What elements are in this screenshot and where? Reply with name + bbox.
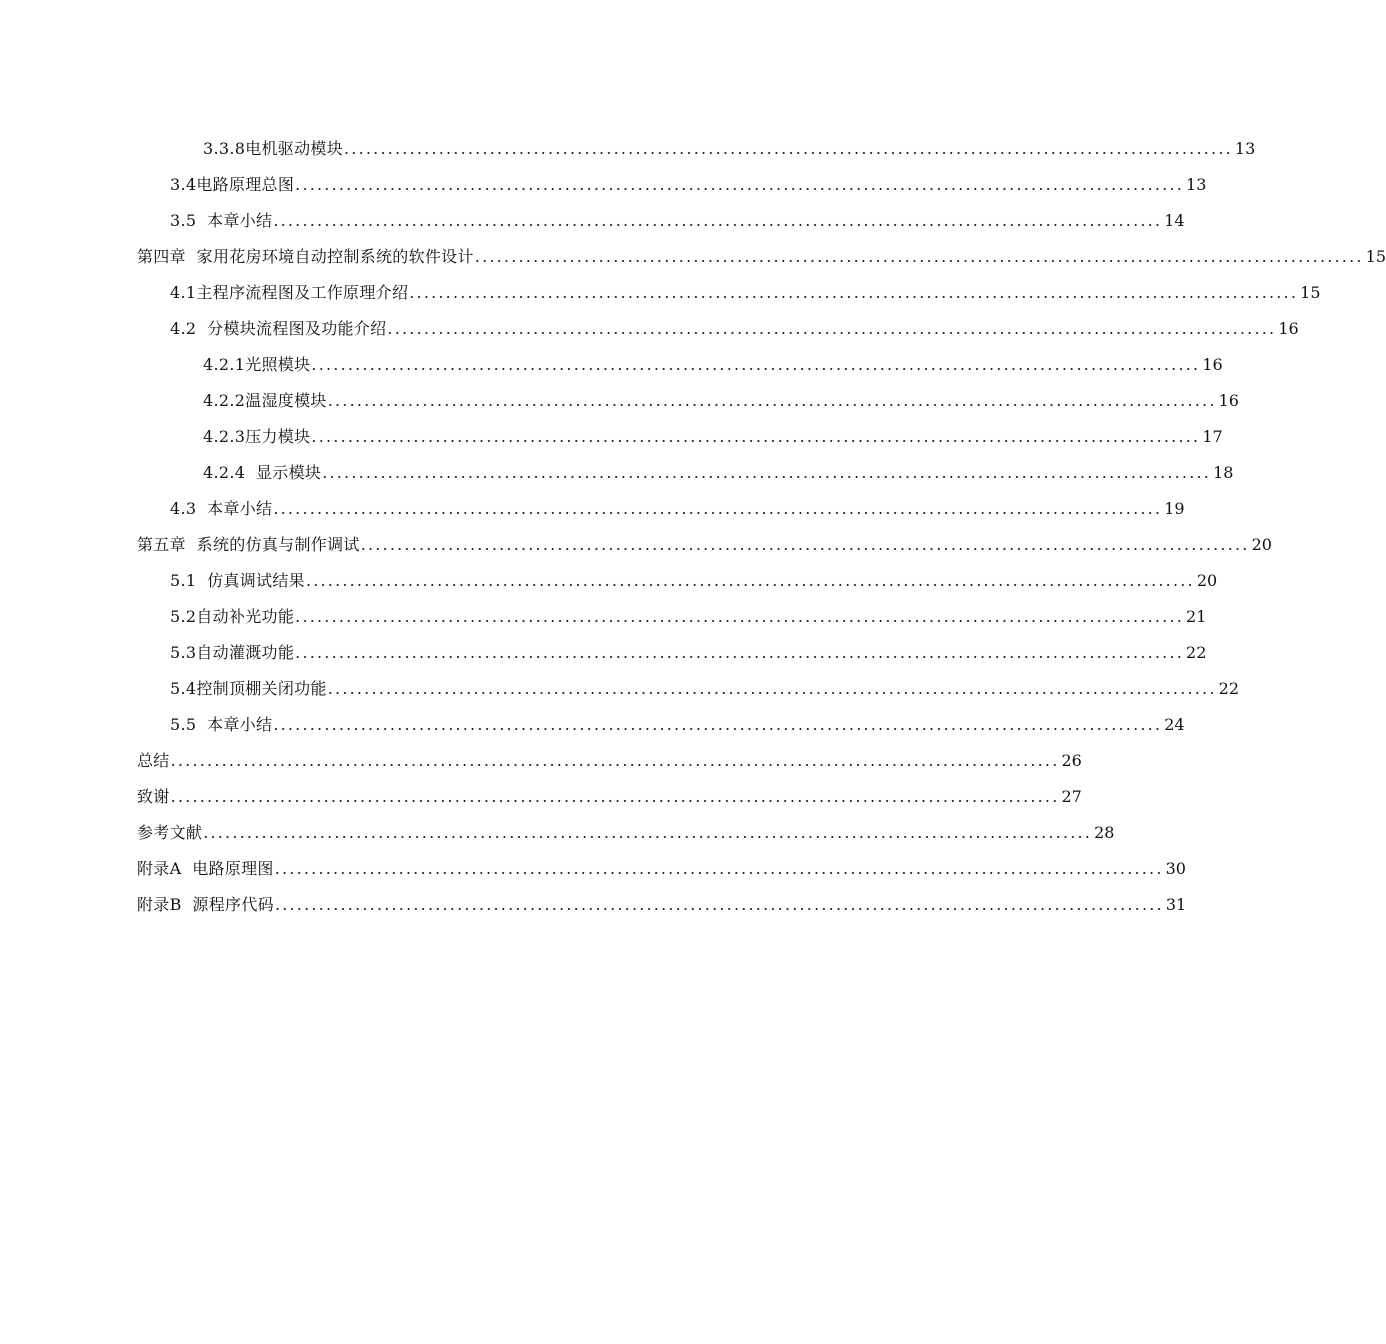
toc-entry[interactable] [203,383,1239,419]
dot-leader: .......................................................................................................................... [273,211,1163,230]
toc-entry-page: 13 [1186,175,1207,194]
toc-entry-page: 22 [1218,679,1239,698]
toc-entry-title: 总结 [137,751,170,770]
toc-entry-page: 15 [1365,247,1386,266]
toc-entry-page: 16 [1218,391,1239,410]
dot-leader: .......................................................................................................................... [170,787,1060,806]
toc-entry[interactable] [170,563,1218,599]
toc-entry-title: 附录A 电路原理图 [137,859,274,878]
toc-entry-title: 第五章 系统的仿真与制作调试 [137,535,360,554]
toc-entry-title: 4.1主程序流程图及工作原理介绍 [170,283,409,302]
dot-leader: .......................................................................................................................... [474,247,1364,266]
toc-entry-title: 4.2.3压力模块 [203,427,311,446]
toc-entry[interactable] [170,671,1239,707]
toc-entry-page: 16 [1202,355,1223,374]
toc-entry-page: 14 [1164,211,1185,230]
toc-entry[interactable] [203,131,1256,167]
toc-entry[interactable] [170,635,1207,671]
toc-entry-page: 22 [1186,643,1207,662]
toc-entry-title: 3.5 本章小结 [170,211,273,230]
dot-leader: .......................................................................................................................... [273,499,1163,518]
dot-leader: .......................................................................................................................... [311,427,1201,446]
toc-entry-page: 15 [1300,283,1321,302]
toc-entry[interactable] [137,887,1187,923]
toc-entry-title: 附录B 源程序代码 [137,895,274,914]
dot-leader: .......................................................................................................................... [387,319,1277,338]
dot-leader: .......................................................................................................................... [295,643,1185,662]
toc-entry-title: 4.2 分模块流程图及功能介绍 [170,319,387,338]
toc-entry-title: 参考文献 [137,823,203,842]
dot-leader: .......................................................................................................................... [327,391,1217,410]
toc-entry-title: 5.5 本章小结 [170,715,273,734]
toc-entry[interactable] [170,275,1321,311]
toc-entry-title: 4.2.2温湿度模块 [203,391,327,410]
dot-leader: .......................................................................................................................... [409,283,1299,302]
toc-entry-page: 27 [1061,787,1082,806]
toc-entry[interactable] [137,779,1082,815]
dot-leader: .......................................................................................................................... [344,139,1233,158]
toc-entry-page: 31 [1165,895,1187,914]
dot-leader: .......................................................................................................................... [327,679,1217,698]
toc-entry-page: 20 [1196,571,1218,590]
toc-entry-page: 13 [1234,139,1256,158]
toc-entry[interactable] [137,239,1386,275]
toc-entry[interactable] [203,347,1223,383]
toc-entry-page: 16 [1278,319,1299,338]
toc-entry-page: 30 [1165,859,1186,878]
toc-entry-page: 28 [1094,823,1115,842]
dot-leader: .......................................................................................................................... [305,571,1195,590]
toc-entry-title: 4.3 本章小结 [170,499,273,518]
toc-entry-page: 24 [1164,715,1185,734]
dot-leader: .......................................................................................................................... [360,535,1250,554]
toc-entry-page: 19 [1164,499,1185,518]
toc-entry[interactable] [203,419,1223,455]
toc-entry[interactable] [137,815,1115,851]
toc-entry-page: 18 [1213,463,1234,482]
dot-leader: .......................................................................................................................... [274,859,1164,878]
toc-entry-page: 20 [1251,535,1272,554]
dot-leader: .......................................................................................................................... [274,895,1164,914]
dot-leader: .......................................................................................................................... [273,715,1163,734]
toc-entry[interactable] [170,203,1185,239]
dot-leader: .......................................................................................................................... [322,463,1212,482]
toc-entry[interactable] [137,743,1082,779]
toc-entry-title: 5.2自动补光功能 [170,607,295,626]
toc-entry-title: 第四章 家用花房环境自动控制系统的软件设计 [137,247,474,266]
toc-entry[interactable] [203,455,1234,491]
toc-entry[interactable] [170,311,1299,347]
dot-leader: .......................................................................................................................... [311,355,1201,374]
toc-entry-title: 4.2.1光照模块 [203,355,311,374]
toc-entry-page: 17 [1202,427,1223,446]
toc-entry[interactable] [170,707,1185,743]
toc-entry-page: 26 [1061,751,1082,770]
dot-leader: .......................................................................................................................... [295,607,1185,626]
dot-leader: .......................................................................................................................... [295,175,1185,194]
toc-entry-title: 3.4电路原理总图 [170,175,295,194]
toc-entry-title: 3.3.8电机驱动模块 [203,139,344,158]
dot-leader: .......................................................................................................................... [170,751,1060,770]
toc-entry-page: 21 [1186,607,1207,626]
toc-entry-title: 5.3自动灌溉功能 [170,643,295,662]
dot-leader: .......................................................................................................................... [203,823,1093,842]
toc-entry-title: 5.1 仿真调试结果 [170,571,305,590]
toc-entry[interactable] [170,167,1207,203]
toc-entry-title: 致谢 [137,787,170,806]
toc-entry[interactable] [170,599,1207,635]
toc-entry[interactable] [137,851,1186,887]
toc-entry[interactable] [137,527,1272,563]
toc-entry-title: 5.4控制顶棚关闭功能 [170,679,327,698]
toc-entry-title: 4.2.4 显示模块 [203,463,322,482]
toc-entry[interactable] [170,491,1185,527]
